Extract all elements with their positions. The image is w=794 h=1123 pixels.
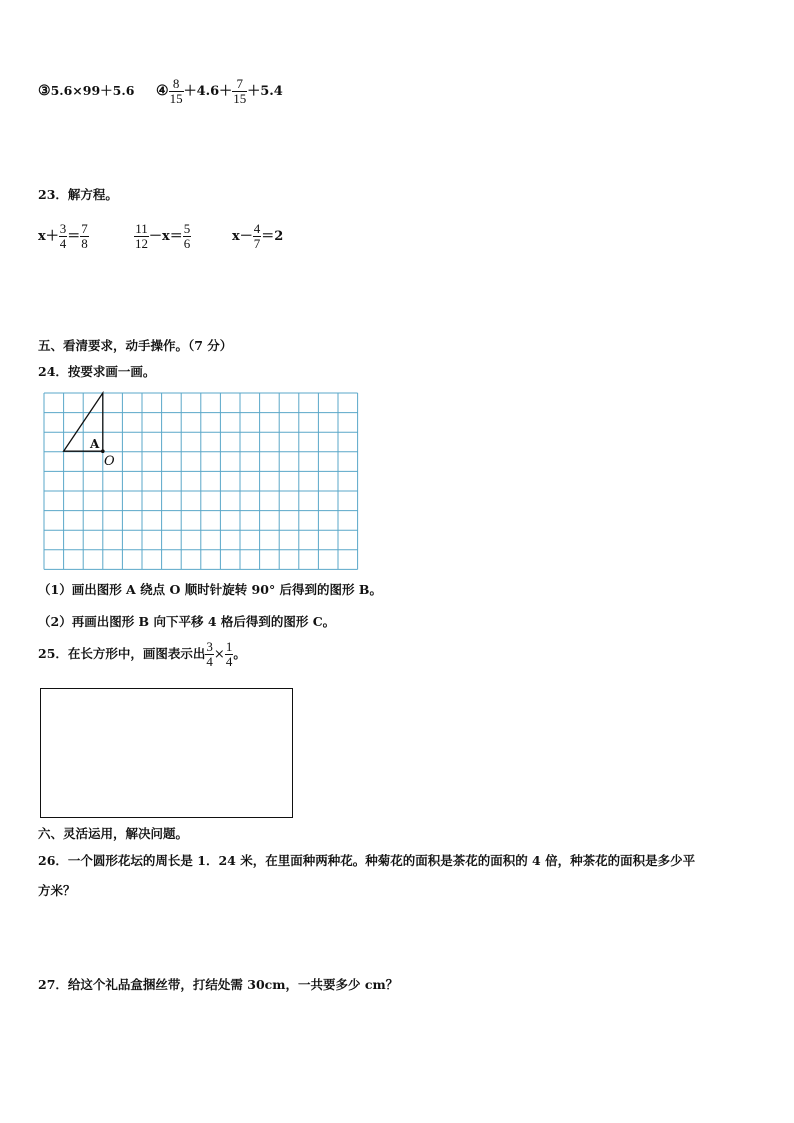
fraction: $\frac{3}{4}$: [59, 221, 67, 251]
item-marker: ④: [156, 83, 169, 100]
problem-23-title: 23．解方程。: [38, 187, 118, 202]
problem-24-question-2: （2）再画出图形 B 向下平移 4 格后得到的图形 C。: [38, 614, 336, 629]
point-o-dot: [101, 449, 105, 453]
equation-3: x－ $\frac{4}{7}$ ＝2: [232, 221, 284, 251]
problem-24-question-1: （1）画出图形 A 绕点 O 顺时针旋转 90° 后得到的图形 B。: [38, 582, 382, 597]
drawing-rectangle[interactable]: [40, 688, 293, 818]
section-5-title: 五、看清要求，动手操作。（7 分）: [38, 338, 233, 353]
drawing-grid[interactable]: [40, 390, 362, 572]
item-marker: ③: [38, 83, 51, 99]
problem-27-text: 27．给这个礼品盒捆丝带，打结处需 30cm，一共要多少 cm？: [38, 977, 399, 992]
fraction: $\frac{7}{8}$: [81, 221, 88, 251]
calc-item-4: [156, 77, 283, 105]
calc-item-3: [38, 84, 134, 98]
problem-25-title: 25．在长方形中，画图表示出 $\frac{3}{4}$ × $\frac{1}{4}$ 。: [38, 639, 246, 669]
fraction: $\frac{7}{15}$: [233, 76, 247, 106]
calc-expression: 5.6×99＋5.6: [50, 82, 135, 98]
grid-lines: [44, 393, 358, 569]
fraction: $\frac{4}{7}$: [253, 221, 261, 251]
fraction: $\frac{5}{6}$: [183, 221, 191, 251]
equation-2: $\frac{11}{12}$ －x＝ $\frac{5}{6}$: [135, 221, 191, 251]
fraction: $\frac{1}{4}$: [225, 639, 233, 669]
fraction: $\frac{11}{12}$: [135, 221, 148, 251]
problem-24-title: 24．按要求画一画。: [38, 364, 156, 379]
point-label-o: O: [104, 454, 115, 469]
problem-26-line-1: 26．一个圆形花坛的周长是 1．24 米，在里面种两种花。种菊花的面积是茶花的面积的 4 倍，种茶花的面积是多少平: [38, 853, 696, 868]
section-6-title: 六、灵活运用，解决问题。: [38, 826, 189, 841]
fraction: $\frac{8}{15}$: [169, 76, 183, 106]
equation-1: x＋ $\frac{3}{4}$ ＝ $\frac{7}{8}$: [38, 221, 88, 251]
shape-label-a: A: [90, 437, 100, 451]
calc-middle: ＋4.6＋: [183, 83, 233, 99]
fraction: $\frac{3}{4}$: [206, 639, 213, 669]
problem-26-line-2: 方米？: [38, 883, 76, 898]
calc-tail: ＋5.4: [247, 83, 283, 99]
